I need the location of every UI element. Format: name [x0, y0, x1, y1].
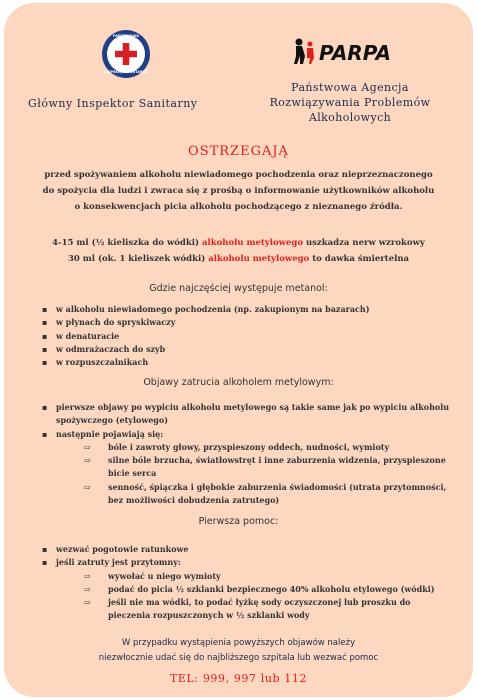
- logo-ring-top-text: PAŃSTWOWA: [112, 34, 140, 38]
- list-item-text: jeśli zatruty jest przytomny:: [56, 557, 181, 568]
- sub-list-item: ⇨ senność, śpiączka i głębokie zaburzenia świadomości (utrata przytomności, bez możliwości dobudzenia zatrutego): [84, 481, 457, 508]
- logo-inner-circle: [107, 35, 145, 73]
- list-item: ▪ wezwać pogotowie ratunkowe: [42, 543, 452, 556]
- agency-line: Państwowa Agencja: [291, 81, 409, 94]
- dose-line-1-end: uszkadza nerw wzrokowy: [303, 238, 425, 248]
- intro-line: do spożycia dla ludzi i zwraca się z prośbą o informowanie użytkowników alkoholu: [42, 186, 435, 196]
- dose-line-2-start: 30 ml (ok. 1 kieliszek wódki): [67, 254, 209, 264]
- occurrence-heading: Gdzie najczęściej występuje metanol:: [149, 283, 328, 294]
- sub-list-item: ⇨ silne bóle brzucha, światłowstręt i inne zaburzenia widzenia, przyspieszone bicie serca: [84, 454, 457, 481]
- warning-title: OSTRZEGAJĄ: [188, 144, 289, 159]
- list-item: [42, 428, 457, 508]
- intro-line: przed spożywaniem alkoholu niewiadomego pochodzenia oraz nieprzeznaczonego: [44, 170, 433, 180]
- list-item: ▪ w rozpuszczalnikach: [42, 356, 442, 369]
- list-item: ▪ w alkoholu niewiadomego pochodzenia (np. zakupionym na bazarach): [42, 303, 442, 316]
- agency-line: Rozwiązywania Problemów: [269, 96, 431, 109]
- list-item: ▪ w płynach do spryskiwaczy: [42, 316, 442, 329]
- intro-paragraph: [30, 167, 447, 215]
- emergency-phone-numbers: TEL: 999, 997 lub 112: [169, 672, 308, 685]
- sub-list-item: ⇨ jeśli nie ma wódki, to podać łyżkę sody oczyszczonej lub proszku do pieczenia rozpuszczonych w ½ szklanki wody: [84, 596, 452, 623]
- sanitary-inspection-logo: [102, 30, 150, 78]
- methanol-highlight: alkoholu metylowego: [208, 254, 310, 264]
- intro-line: o konsekwencjach picia alkoholu pochodzącego z nieznanego źródła.: [74, 202, 403, 212]
- dose-line-2: [30, 251, 447, 267]
- dose-info: [30, 235, 447, 267]
- symptoms-list: [42, 401, 457, 507]
- dose-line-2-end: to dawka śmiertelna: [309, 254, 410, 264]
- sub-list-item: ⇨ wywołać u niego wymioty: [84, 570, 452, 583]
- red-cross-icon: [115, 43, 137, 65]
- symptoms-heading: Objawy zatrucia alkoholem metylowym:: [143, 377, 334, 388]
- final-line: niezwłocznie udać się do najbliższego szpitala lub wezwać pomoc: [98, 653, 379, 663]
- list-item: ▪ pierwsze objawy po wypiciu alkoholu metylowego są takie same jak po wypiciu alkoholu spożywczego (etylowego): [42, 401, 457, 428]
- sub-list-item: ⇨ bóle i zawroty głowy, przyspieszony oddech, nudności, wymioty: [84, 441, 457, 454]
- list-item: [42, 556, 452, 622]
- sub-list-item: ⇨ podać do picia ½ szklanki bezpiecznego 40% alkoholu etylowego (wódki): [84, 583, 452, 596]
- chief-sanitary-inspector-label: Główny Inspektor Sanitarny: [28, 97, 198, 110]
- first-aid-sublist: [84, 570, 452, 623]
- symptoms-sublist: [84, 441, 457, 507]
- first-aid-heading: Pierwsza pomoc:: [198, 516, 279, 527]
- agency-line: Alkoholowych: [308, 111, 392, 124]
- list-item: ▪ w odmrażaczach do szyb: [42, 343, 442, 356]
- dose-line-1: [30, 235, 447, 251]
- final-line: W przypadku wystąpienia powyższych objawów należy: [121, 638, 356, 648]
- methanol-highlight: alkoholu metylowego: [201, 238, 303, 248]
- occurrence-list: [42, 303, 442, 369]
- list-item-text: następnie pojawiają się:: [56, 428, 164, 439]
- final-notice: [30, 636, 447, 666]
- parpa-agency-name: [250, 80, 450, 125]
- list-item: ▪ w denaturacie: [42, 330, 442, 343]
- first-aid-list: [42, 543, 452, 623]
- dose-line-1-start: 4-15 ml (½ kieliszka do wódki): [52, 238, 202, 248]
- parpa-logo-text: PARPA: [319, 41, 392, 65]
- parpa-logo: [293, 34, 403, 68]
- logo-ring-bottom-text: INSPEKCJA SANITARNA: [103, 70, 149, 74]
